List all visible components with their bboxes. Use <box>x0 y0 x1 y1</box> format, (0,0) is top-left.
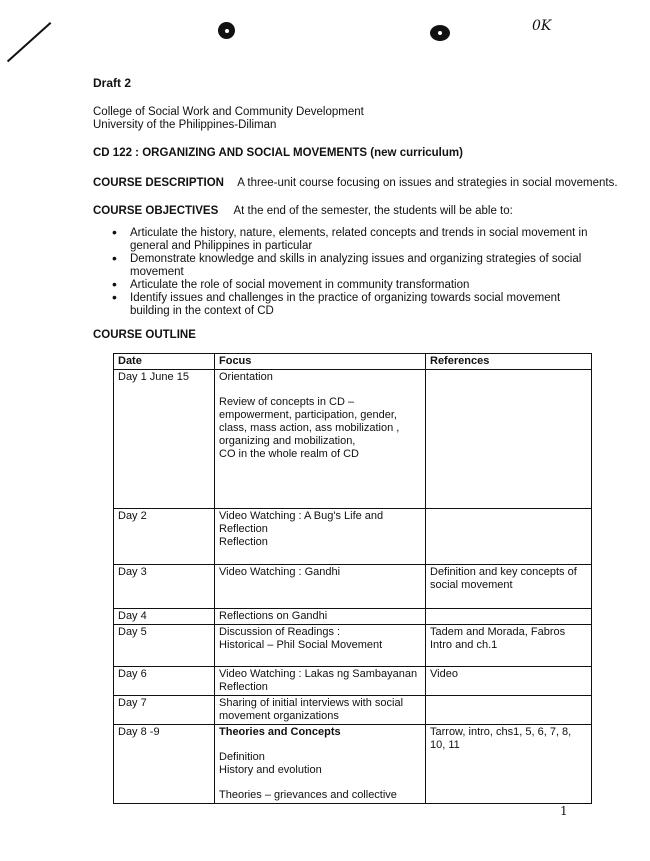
page-number: 1 <box>560 804 568 818</box>
table-row <box>114 696 592 725</box>
focus-line: Theories – grievances and collective <box>219 789 397 801</box>
institution-block <box>93 106 364 132</box>
ink-blot-mark <box>218 22 235 39</box>
date-cell: Day 5 <box>114 625 215 667</box>
date-cell: Day 8 -9 <box>114 725 215 804</box>
focus-cell <box>215 667 426 696</box>
university-name: University of the Philippines-Diliman <box>93 119 277 131</box>
course-title: CD 122 : ORGANIZING AND SOCIAL MOVEMENTS (new curriculum) <box>93 147 463 159</box>
description-text: A three-unit course focusing on issues and strategies in social movements. <box>237 177 618 189</box>
course-description <box>93 177 618 189</box>
references-cell <box>426 609 592 625</box>
focus-cell <box>215 509 426 565</box>
focus-line: Video Watching : A Bug's Life and Reflection <box>219 510 384 535</box>
focus-line: Review of concepts in CD – empowerment, participation, gender, class, mass action, ass mobilization , organizing and mobilization, <box>219 396 400 447</box>
list-item: • Identify issues and challenges in the practice of organizing towards social movement building in the context of CD <box>102 292 602 318</box>
references-cell: Tarrow, intro, chs1, 5, 6, 7, 8, 10, 11 <box>426 725 592 804</box>
references-cell <box>426 696 592 725</box>
references-cell: Video <box>426 667 592 696</box>
pen-slash-mark <box>7 22 51 62</box>
references-cell: Tadem and Morada, Fabros Intro and ch.1 <box>426 625 592 667</box>
draft-label: Draft 2 <box>93 76 132 90</box>
table-row <box>114 609 592 625</box>
focus-line: Discussion of Readings : <box>219 626 341 638</box>
table-header-row <box>114 354 592 370</box>
date-cell: Day 7 <box>114 696 215 725</box>
focus-line: Theories and Concepts <box>219 726 341 738</box>
date-cell: Day 2 <box>114 509 215 565</box>
table-row <box>114 565 592 609</box>
references-cell <box>426 509 592 565</box>
focus-line: Reflection <box>219 536 268 548</box>
references-cell <box>426 370 592 509</box>
date-cell: Day 4 <box>114 609 215 625</box>
date-cell: Day 1 June 15 <box>114 370 215 509</box>
outline-heading: COURSE OUTLINE <box>93 329 196 341</box>
table-row <box>114 509 592 565</box>
list-item: • Demonstrate knowledge and skills in analyzing issues and organizing strategies of social movement <box>102 253 602 279</box>
objectives-intro: At the end of the semester, the students will be able to: <box>233 205 513 217</box>
focus-cell: Sharing of initial interviews with social movement organizations <box>215 696 426 725</box>
objectives-list <box>102 227 602 318</box>
header-focus: Focus <box>215 354 426 370</box>
objectives-label: COURSE OBJECTIVES <box>93 205 219 217</box>
focus-line: Orientation <box>219 371 273 383</box>
ink-blot-mark <box>430 25 450 41</box>
focus-cell <box>215 625 426 667</box>
list-item: • Articulate the history, nature, elements, related concepts and trends in social movement in general and Philippines in particular <box>102 227 602 253</box>
focus-cell: Reflections on Gandhi <box>215 609 426 625</box>
date-cell: Day 3 <box>114 565 215 609</box>
table-row <box>114 370 592 509</box>
date-cell: Day 6 <box>114 667 215 696</box>
description-label: COURSE DESCRIPTION <box>93 177 224 189</box>
table-row <box>114 625 592 667</box>
focus-line: Video Watching : Lakas ng Sambayanan <box>219 668 418 680</box>
course-outline-table <box>113 353 592 804</box>
references-cell: Definition and key concepts of social movement <box>426 565 592 609</box>
table-row <box>114 667 592 696</box>
table-row <box>114 725 592 804</box>
focus-cell <box>215 370 426 509</box>
focus-line: CO in the whole realm of CD <box>219 448 359 460</box>
focus-line: Definition <box>219 751 265 763</box>
focus-line: History and evolution <box>219 764 322 776</box>
header-references: References <box>426 354 592 370</box>
list-item: • Articulate the role of social movement in community transformation <box>102 279 602 292</box>
course-objectives <box>93 205 513 217</box>
focus-line: Historical – Phil Social Movement <box>219 639 383 651</box>
college-name: College of Social Work and Community Development <box>93 106 364 118</box>
handwritten-ok: 0K <box>532 18 552 34</box>
focus-cell <box>215 725 426 804</box>
focus-line: Reflection <box>219 681 268 693</box>
focus-cell: Video Watching : Gandhi <box>215 565 426 609</box>
header-date: Date <box>114 354 215 370</box>
